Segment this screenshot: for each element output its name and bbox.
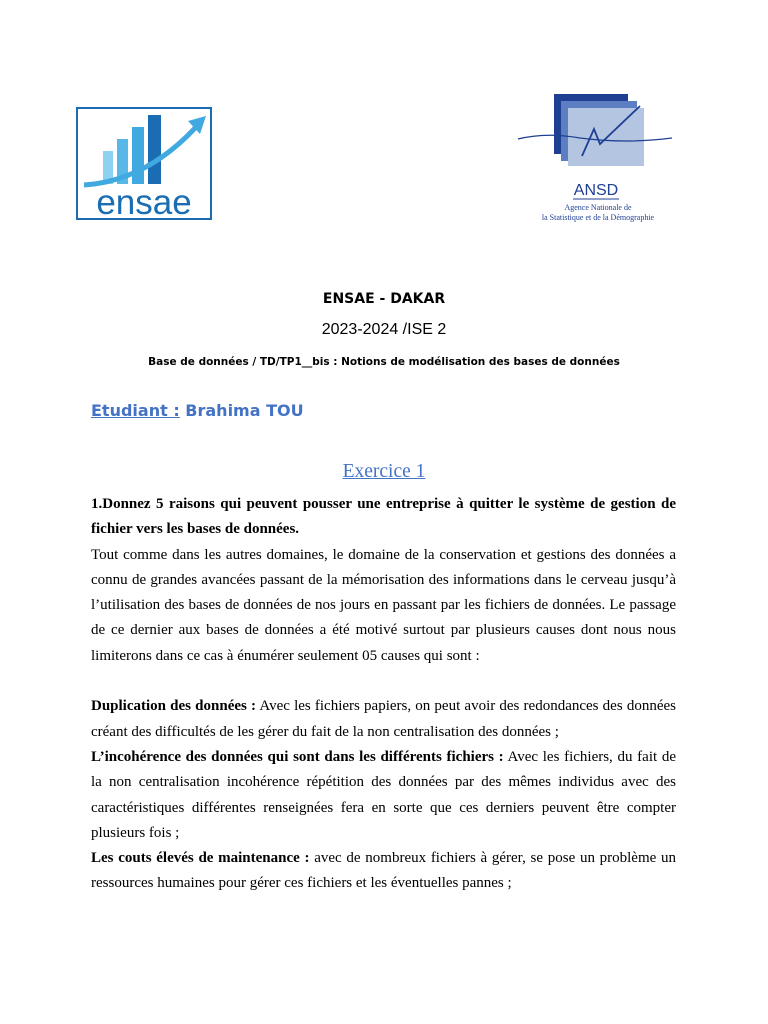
- question-text: 1.Donnez 5 raisons qui peuvent pousser une entreprise à quitter le système de gestion de fichier vers les bases de données.: [91, 496, 676, 538]
- student-line: [91, 401, 304, 420]
- exercise-title: Exercice 1: [342, 461, 426, 482]
- reason-item: [91, 846, 676, 897]
- ansd-logo: [516, 92, 680, 228]
- reason-text: Avec les fichiers papiers, on peut avoir des redondances des données créant des difficultés de les gérer du fait de la non centralisation des données ;: [91, 698, 676, 740]
- reason-title: Duplication des données :: [91, 698, 257, 715]
- ansd-logo-text: ANSD: [573, 182, 619, 199]
- ensae-logo-text: ensae: [96, 183, 192, 220]
- ansd-subtitle-2: la Statistique et de la Démographie: [541, 213, 655, 222]
- student-label: Etudiant :: [91, 401, 180, 420]
- reason-text: Avec les fichiers, du fait de la non centralisation incohérence répétition des données par des mêmes individus avec des caractéristiques différentes renseignées fera en sorte que ces derniers peuvent être compter plusieurs fois ;: [91, 748, 676, 841]
- reason-text: avec de nombreux fichiers à gérer, se pose un problème un ressources humaines pour gérer ces fichiers et les éventuelles pannes ;: [91, 850, 677, 892]
- exercise-body: [91, 492, 676, 897]
- school-title: ENSAE - DAKAR: [322, 291, 446, 307]
- intro-paragraph: Tout comme dans les autres domaines, le domaine de la conservation et gestions des données a connu de grandes avancées passant de la mémorisation des informations dans le cerveau jusqu’à l’utilisation des bases de données de nos jours en passant par les fichiers de données. Le passage de ce dernier aux bases de données a été motivé surtout par plusieurs causes dont nous nous limiterons dans ce cas à énumérer seulement 05 causes qui sont :: [91, 546, 676, 664]
- course-title: Base de données / TD/TP1__bis : Notions de modélisation des bases de données: [148, 356, 620, 368]
- reason-item: [91, 745, 676, 846]
- reason-title: L’incohérence des données qui sont dans les différents fichiers :: [91, 748, 504, 765]
- reason-title: Les couts élevés de maintenance :: [91, 850, 310, 867]
- academic-year: 2023-2024 /ISE 2: [321, 321, 447, 338]
- reason-item: [91, 694, 676, 745]
- ensae-logo: [76, 107, 212, 220]
- student-name: Brahima TOU: [185, 401, 304, 420]
- ansd-subtitle-1: Agence Nationale de: [564, 203, 632, 212]
